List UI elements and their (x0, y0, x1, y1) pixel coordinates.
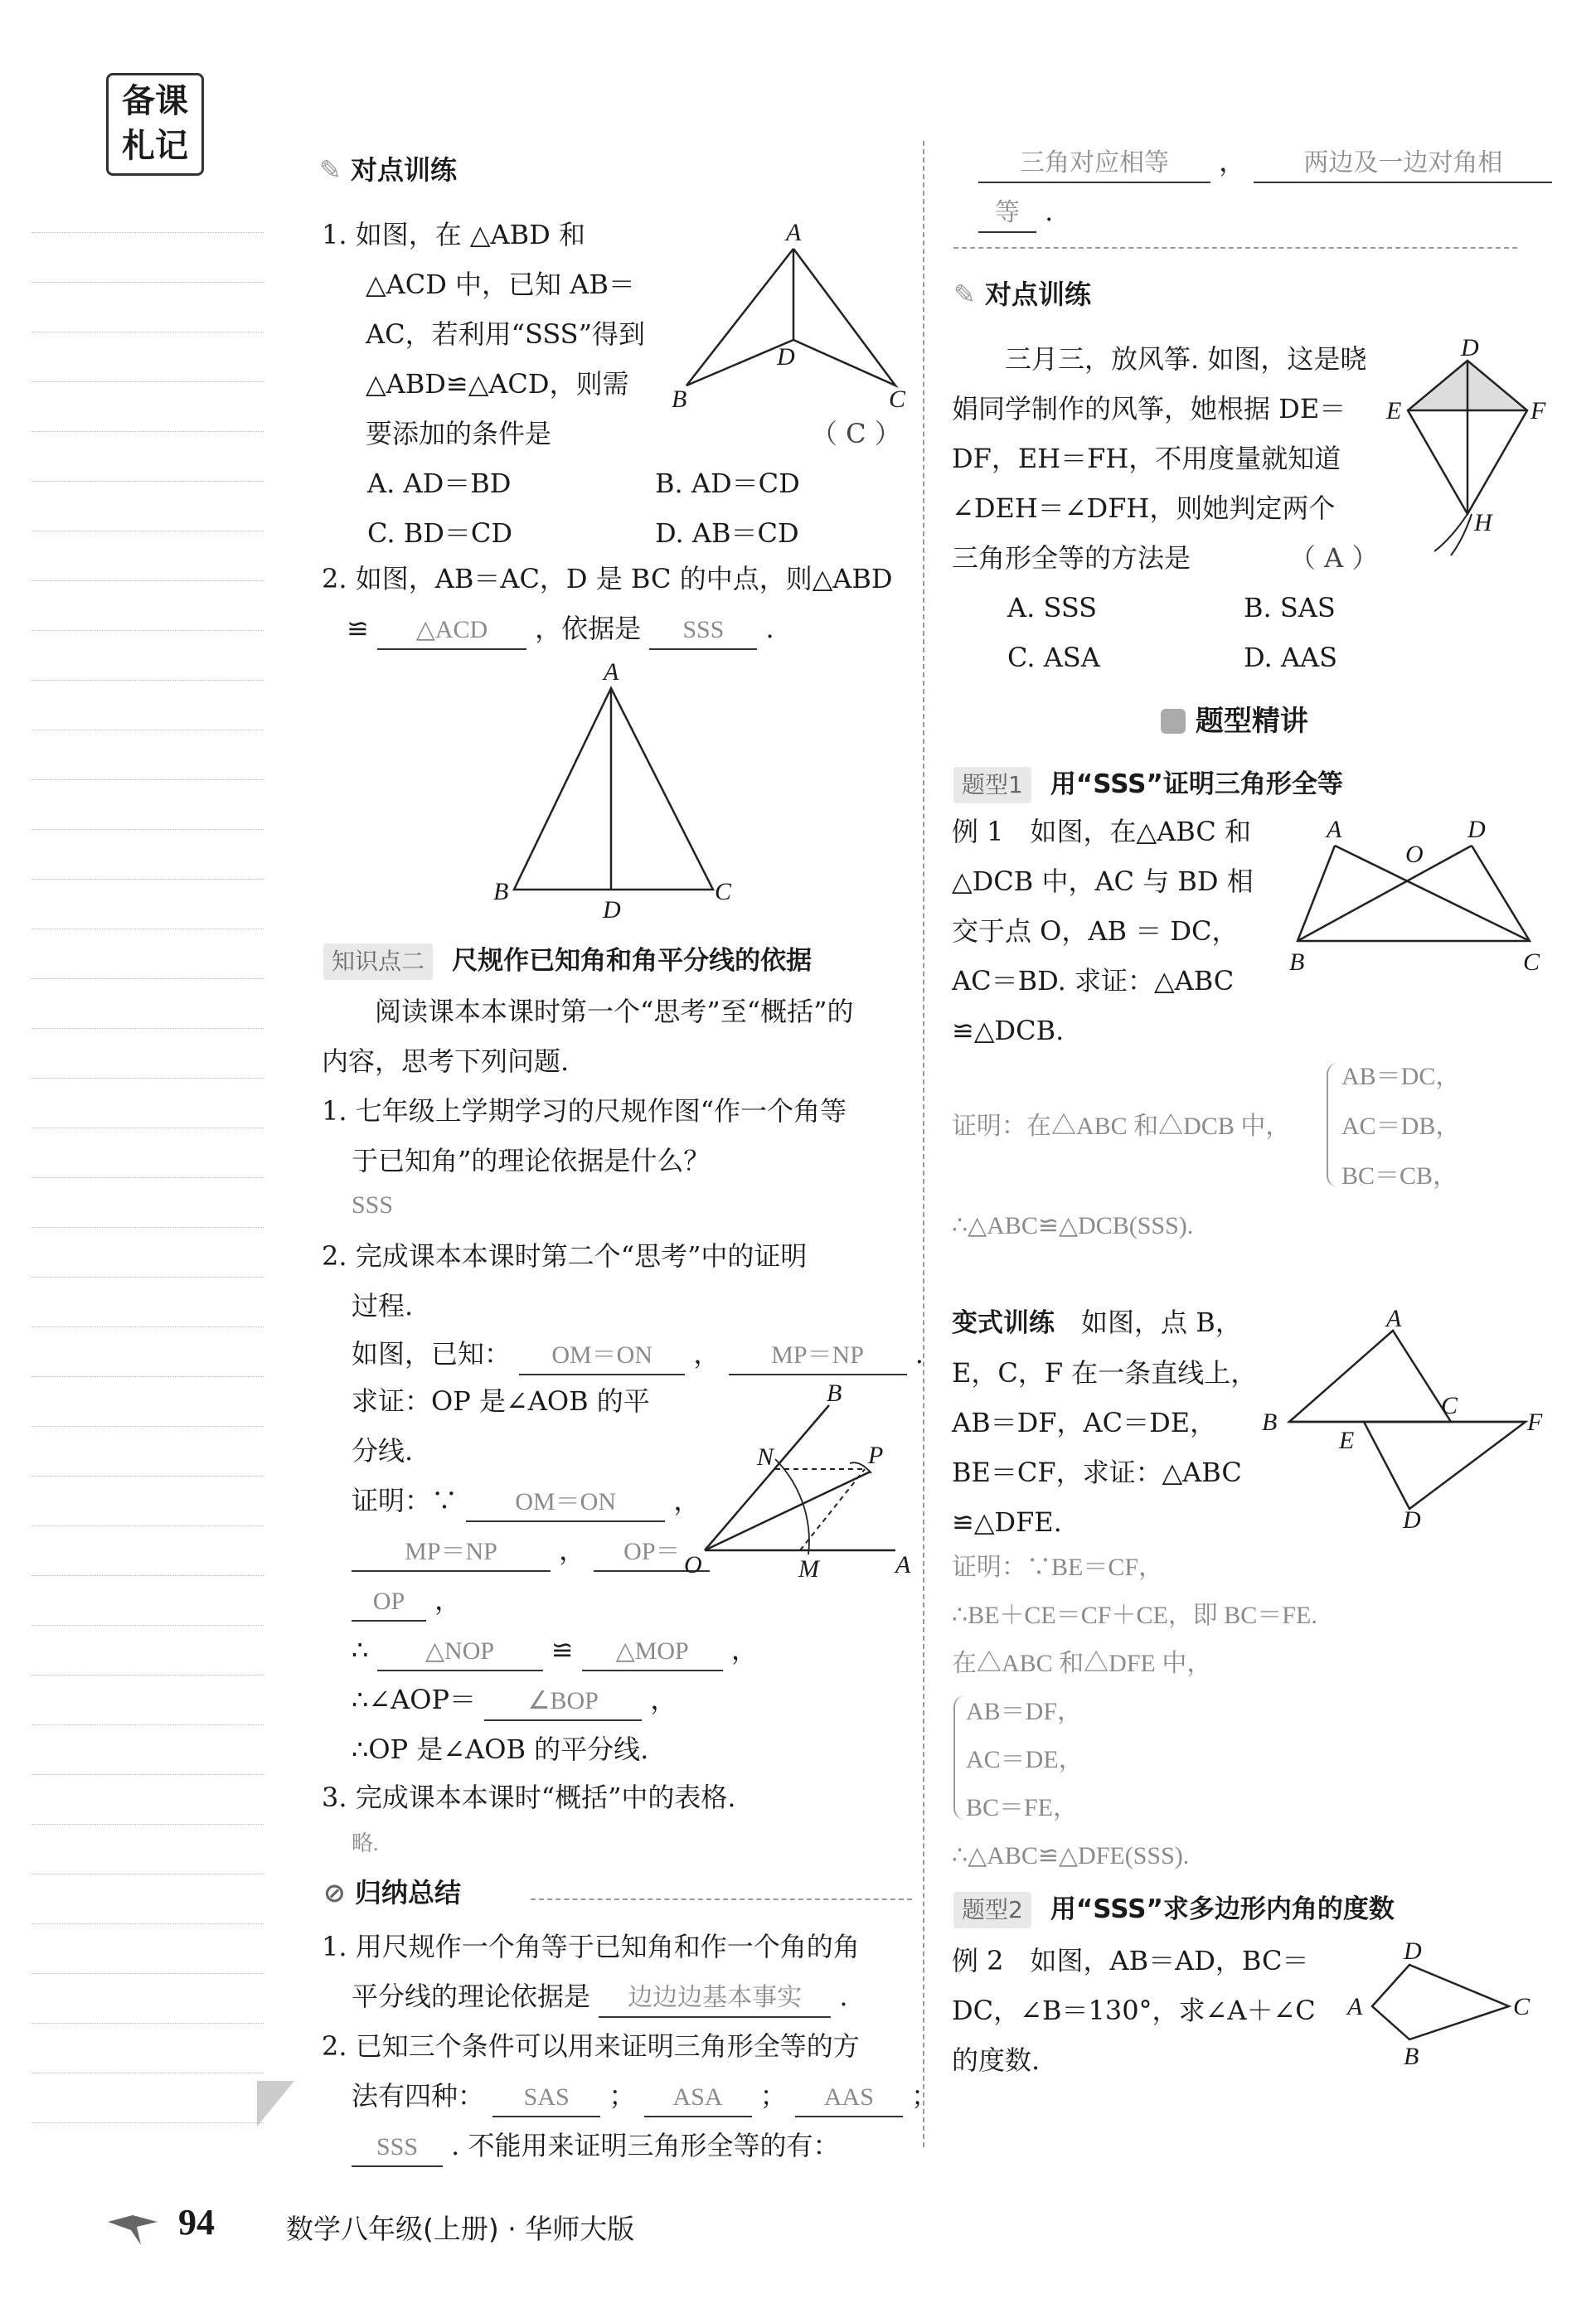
q2-end: . (765, 613, 774, 644)
var-line (952, 1297, 1257, 1348)
comma: ， (559, 1535, 586, 1566)
note-line (32, 580, 264, 581)
q2-label-a: A (604, 659, 619, 686)
note-line (32, 481, 264, 482)
p2-proof-line5 (352, 1675, 677, 1724)
p1-answer: SSS (352, 1191, 394, 1219)
lecture-icon (1161, 709, 1186, 734)
comma: ， (650, 1684, 677, 1715)
var-cond2: AC＝DE， (966, 1746, 1084, 1773)
var-label: 变式训练 (952, 1308, 1055, 1338)
section-type-lecture (1161, 698, 1308, 739)
note-line (32, 978, 264, 979)
note-line (32, 829, 264, 830)
kite-label-h: H (1474, 509, 1492, 536)
corner-shape (257, 2081, 294, 2126)
kite-answer: （ A ） (1289, 542, 1379, 574)
ex2-line: 的度数. (952, 2044, 1041, 2076)
ex2-label-c: C (1513, 1993, 1531, 2020)
ex2-text (952, 1936, 1316, 2085)
section-practice-left (319, 149, 457, 187)
ex2-label-d: D (1404, 1937, 1422, 1965)
type-tag: 题型1 (953, 767, 1031, 803)
q1-text (322, 210, 645, 458)
var-line: E，C，F 在一条直线上， (952, 1357, 1258, 1389)
ex2-quad (1372, 1965, 1509, 2039)
var-cond1: AB＝DF， (966, 1698, 1083, 1725)
var-label-d: D (1403, 1506, 1421, 1530)
dot: . (1045, 196, 1054, 227)
p2-proof-line1 (352, 1476, 700, 1525)
label-m: M (798, 1555, 819, 1583)
q1-label-d: D (777, 343, 795, 371)
ex1-figure (1281, 812, 1546, 978)
note-line (32, 1177, 264, 1178)
note-line (32, 381, 264, 382)
arc (775, 1459, 809, 1554)
ex1-line: AC＝BD. 求证：△ABC (952, 965, 1235, 997)
note-line (32, 1923, 264, 1924)
label-n: N (757, 1443, 774, 1471)
sep: ； (759, 2080, 787, 2112)
read-text (322, 987, 853, 1086)
note-line (32, 630, 264, 631)
kite-tail (1451, 514, 1472, 555)
section-practice-right (953, 274, 1091, 312)
summary-blank-aas: AAS (795, 2079, 903, 2117)
p2-blank6: OP (352, 1583, 426, 1622)
p1-line: 1. 七年级上学期学习的尺规作图“作一个角等 (322, 1095, 847, 1127)
summary-l4-pre: 法有四种： (352, 2080, 485, 2112)
q1-figure (672, 211, 912, 410)
book-title: 数学八年级(上册) · 华师大版 (286, 2213, 635, 2245)
p2-figure (684, 1380, 920, 1596)
q1-label-c: C (889, 386, 906, 410)
var-conclusion: ∴△ABC≌△DFE(SSS). (952, 1842, 1190, 1869)
ex1-bd (1298, 846, 1472, 941)
kite-label-e: E (1386, 397, 1402, 424)
var-line: BE＝CF，求证：△ABC (952, 1457, 1242, 1488)
var-label-a: A (1386, 1306, 1402, 1332)
angle-eq: ∴∠AOP＝ (352, 1684, 477, 1715)
q2-label-b: B (493, 878, 509, 905)
p1-line: 于已知角”的理论依据是什么？ (352, 1145, 711, 1176)
var-label-e: E (1339, 1427, 1355, 1454)
p2-blank5: OP＝ (594, 1534, 710, 1572)
right-top-blank3: 等 (978, 195, 1036, 233)
ex1-brace (1327, 1063, 1343, 1187)
ex1-label-a: A (1327, 816, 1342, 843)
right-top-rule (953, 247, 1517, 249)
summary-title: 归纳总结 (354, 1877, 461, 1908)
ex2-label-b: B (1404, 2043, 1419, 2068)
var-cond3: BC＝FE， (966, 1794, 1079, 1821)
ex1-cond2: AC＝DB， (1341, 1113, 1461, 1140)
p2-blank3: OM＝ON (466, 1484, 665, 1522)
ex1-cond3: BC＝CB， (1341, 1162, 1458, 1190)
kite-line: ∠DEH＝∠DFH，则她判定两个 (952, 492, 1336, 524)
q1-line: AC，若利用“SSS”得到 (366, 318, 645, 350)
q1-line: 要添加的条件是 (366, 418, 552, 449)
note-line (32, 1525, 264, 1526)
p2-blank9: ∠BOP (484, 1683, 642, 1721)
footer-star-icon (99, 2197, 166, 2247)
ex2-line: DC，∠B＝130°，求∠A＋∠C (952, 1995, 1316, 2026)
p1-text (322, 1086, 847, 1186)
note-line (32, 1426, 264, 1427)
note-line (32, 1774, 264, 1775)
q2-mid: ，依据是 (535, 613, 642, 644)
var-text (952, 1297, 1257, 1547)
label-p: P (868, 1442, 884, 1469)
ex1-label-o: O (1405, 841, 1424, 868)
ex2-label-a: A (1347, 1993, 1363, 2020)
note-line (32, 1575, 264, 1576)
p3-answer: 略. (352, 1831, 379, 1855)
var-line: AB＝DF，AC＝DE， (952, 1407, 1217, 1438)
p2-prove2: 分线. (352, 1435, 414, 1467)
comma: ， (434, 1584, 462, 1616)
proof-label: 证明：∵ (352, 1485, 458, 1516)
kite-line: DF，EH＝FH，不用度量就知道 (952, 443, 1341, 474)
q1-line: 1. 如图，在 △ABD 和 (322, 219, 585, 250)
ex1-text (952, 807, 1254, 1055)
var-triangle-dfe (1364, 1422, 1526, 1509)
margin-box (106, 73, 204, 176)
summary-l5 (352, 2121, 840, 2170)
note-line (32, 1973, 264, 1974)
knowledge-point-2 (323, 939, 812, 980)
summary-icon: ⊘ (323, 1877, 346, 1908)
kite-label-d: D (1461, 336, 1479, 361)
right-top-line1 (978, 137, 1552, 187)
var-figure (1260, 1306, 1550, 1530)
note-line (32, 1127, 264, 1128)
kite-option-b: B. SAS (1244, 592, 1336, 623)
q2-figure (489, 659, 738, 924)
comma: ， (1219, 146, 1246, 177)
label-b: B (827, 1380, 842, 1407)
q2-congruent: ≌ (347, 613, 369, 644)
sep: ； (609, 2080, 636, 2112)
q1-answer: （ C ） (811, 418, 901, 449)
summary-l4 (352, 2071, 938, 2121)
read-line: 阅读课本本课时第一个“思考”至“概括”的 (375, 996, 854, 1027)
summary-blank-sas: SAS (492, 2079, 600, 2117)
label-a: A (895, 1551, 911, 1578)
pencil-icon: ✎ (319, 154, 342, 186)
var-line-text: 如图，点 B， (1081, 1307, 1242, 1338)
note-line (32, 1227, 264, 1228)
note-line (32, 1824, 264, 1825)
p3-line: 3. 完成课本本课时“概括”中的表格. (322, 1782, 736, 1813)
q2-label-c: C (715, 878, 732, 905)
ex1-label-b: B (1289, 948, 1305, 976)
q1-option-d: D. AB＝CD (655, 517, 799, 549)
kite-option-d: D. AAS (1244, 642, 1337, 673)
knowledge-title: 尺规作已知角和角平分线的依据 (452, 946, 813, 976)
p2-proof-line4 (352, 1625, 758, 1675)
ray-op (705, 1472, 871, 1550)
summary-blank-sss: SSS (352, 2129, 443, 2167)
note-line (32, 779, 264, 780)
p2-blank1: OM＝ON (519, 1337, 685, 1375)
p2-text (322, 1231, 807, 1331)
note-line (32, 1326, 264, 1327)
var-proof-2: ∴BE＋CE＝CF＋CE，即 BC＝FE. (952, 1602, 1317, 1629)
kite-line: 娟同学制作的风筝，她根据 DE＝ (952, 393, 1346, 424)
var-triangle-abc (1289, 1331, 1451, 1422)
q2-line2 (347, 604, 774, 653)
summary-l2-pre: 平分线的理论依据是 (352, 1981, 591, 2012)
ex1-label-d: D (1467, 816, 1486, 843)
q2-figure-triangle (514, 688, 713, 890)
type2-header (953, 1888, 1395, 1928)
kite-option-a: A. SSS (1007, 592, 1098, 623)
var-proof-3: 在△ABC 和△DFE 中， (952, 1650, 1212, 1677)
p2-proof-line2 (352, 1525, 710, 1575)
note-line (32, 431, 264, 432)
note-line (32, 232, 264, 233)
sep: ； (911, 2080, 939, 2112)
var-label-b: B (1262, 1409, 1278, 1436)
note-line (32, 879, 264, 880)
summary-l3: 2. 已知三个条件可以用来证明三角形全等的方 (322, 2030, 860, 2062)
summary-l5-text: . 不能用来证明三角形全等的有： (451, 2130, 840, 2161)
p2-prove1: 求证：OP 是∠AOB 的平 (352, 1385, 650, 1417)
p2-blank7: △NOP (377, 1633, 543, 1671)
summary-blank-basis: 边边边基本事实 (599, 1980, 831, 2018)
p2-blank2: MP＝NP (729, 1337, 907, 1375)
section-title: 题型精讲 (1195, 705, 1308, 738)
note-line (32, 1028, 264, 1029)
p2-line: 2. 完成课本本课时第二个“思考”中的证明 (322, 1240, 808, 1272)
note-line (32, 1625, 264, 1626)
pencil-icon: ✎ (953, 279, 976, 310)
q2-line1: 2. 如图，AB＝AC，D 是 BC 的中点，则△ABD (322, 563, 893, 594)
q2-blank2: SSS (649, 612, 757, 650)
p2-blank8: △MOP (582, 1633, 723, 1671)
type-title: 用“SSS”证明三角形全等 (1050, 769, 1343, 799)
ex2-line: 例 2 如图，AB＝AD，BC＝ (952, 1945, 1309, 1976)
summary-blank-asa: ASA (644, 2079, 752, 2117)
note-line (32, 680, 264, 681)
kite-figure (1385, 336, 1550, 560)
kite-option-c: C. ASA (1007, 642, 1100, 673)
comma: ， (730, 1634, 758, 1666)
note-line (32, 1078, 264, 1079)
congruent-sign: ≌ (551, 1634, 574, 1666)
p2-line: 过程. (352, 1290, 414, 1321)
q1-label-b: B (672, 386, 687, 410)
section-title: 对点训练 (350, 154, 457, 186)
note-line (32, 2122, 264, 2123)
ex2-figure (1339, 1936, 1555, 2068)
var-proof-1: 证明：∵BE＝CF， (952, 1554, 1164, 1581)
margin-box-line2: 札记 (122, 127, 188, 165)
q1-option-c: C. BD＝CD (367, 517, 513, 549)
kite-line: 三角形全等的方法是 (952, 542, 1191, 574)
ex1-line: ≌△DCB. (952, 1015, 1065, 1046)
therefore: ∴ (352, 1634, 369, 1666)
q1-option-b: B. AD＝CD (655, 468, 800, 499)
p2-known (352, 1329, 924, 1379)
dot: . (914, 1338, 924, 1370)
q1-line: △ABD≌△ACD，则需 (366, 368, 629, 400)
summary-rule (531, 1899, 912, 1900)
kite-label-f: F (1531, 397, 1546, 424)
ex1-conclusion: ∴△ABC≌△DCB(SSS). (952, 1212, 1194, 1239)
ex1-cond1: AB＝DC， (1341, 1063, 1461, 1090)
kite-line: 三月三，放风筝. 如图，这是晓 (1005, 343, 1367, 375)
summary-l1: 1. 用尺规作一个角等于已知角和作一个角的角 (322, 1931, 860, 1962)
var-label-f: F (1527, 1409, 1543, 1436)
p2-proof-line3 (352, 1575, 461, 1625)
ex1-line: 交于点 O，AB ＝ DC， (952, 915, 1239, 947)
ex1-label-c: C (1523, 948, 1540, 976)
type-title: 用“SSS”求多边形内角的度数 (1050, 1894, 1395, 1924)
knowledge-tag: 知识点二 (323, 943, 433, 980)
note-line (32, 1476, 264, 1477)
q1-option-a: A. AD＝BD (367, 468, 512, 499)
note-line (32, 1376, 264, 1377)
summary-header (323, 1872, 461, 1910)
section-title: 对点训练 (984, 279, 1091, 310)
ex1-line: △DCB 中，AC 与 BD 相 (952, 866, 1254, 897)
margin-box-line1: 备课 (122, 82, 188, 120)
p2-blank4: MP＝NP (352, 1534, 551, 1572)
note-line (32, 2023, 264, 2024)
known-label: 如图，已知： (352, 1338, 512, 1370)
column-divider (923, 141, 924, 2147)
q1-label-a: A (786, 219, 802, 246)
var-line: ≌△DFE. (952, 1506, 1062, 1538)
right-top-blank1: 三角对应相等 (978, 145, 1210, 183)
corner-decoration (257, 2081, 298, 2131)
ex1-line: 例 1 如图，在△ABC 和 (952, 816, 1252, 847)
footer-star-shape (108, 2215, 158, 2245)
note-line (32, 1724, 264, 1725)
comma: ， (693, 1338, 720, 1370)
right-top-line2 (978, 187, 1053, 236)
q2-label-d: D (603, 896, 621, 924)
label-o: O (684, 1551, 702, 1578)
ex1-proof-pre: 证明：在△ABC 和△DCB 中， (952, 1113, 1291, 1140)
kite-string (1434, 514, 1467, 551)
dot: . (839, 1981, 848, 2012)
right-top-blank2: 两边及一边对角相 (1254, 145, 1552, 183)
p2-proof-line6: ∴OP 是∠AOB 的平分线. (352, 1734, 649, 1765)
page-number: 94 (178, 2202, 215, 2243)
q1-line: △ACD 中，已知 AB＝ (366, 269, 635, 300)
type1-header (953, 763, 1343, 803)
summary-l2 (352, 1971, 848, 2021)
note-line (32, 1277, 264, 1278)
type-tag: 题型2 (953, 1892, 1031, 1928)
read-line: 内容，思考下列问题. (322, 1045, 570, 1077)
comma: ， (673, 1485, 701, 1516)
note-line (32, 282, 264, 283)
q2-blank1: △ACD (377, 612, 526, 650)
var-label-c: C (1441, 1392, 1458, 1419)
ray-ob (705, 1405, 829, 1550)
